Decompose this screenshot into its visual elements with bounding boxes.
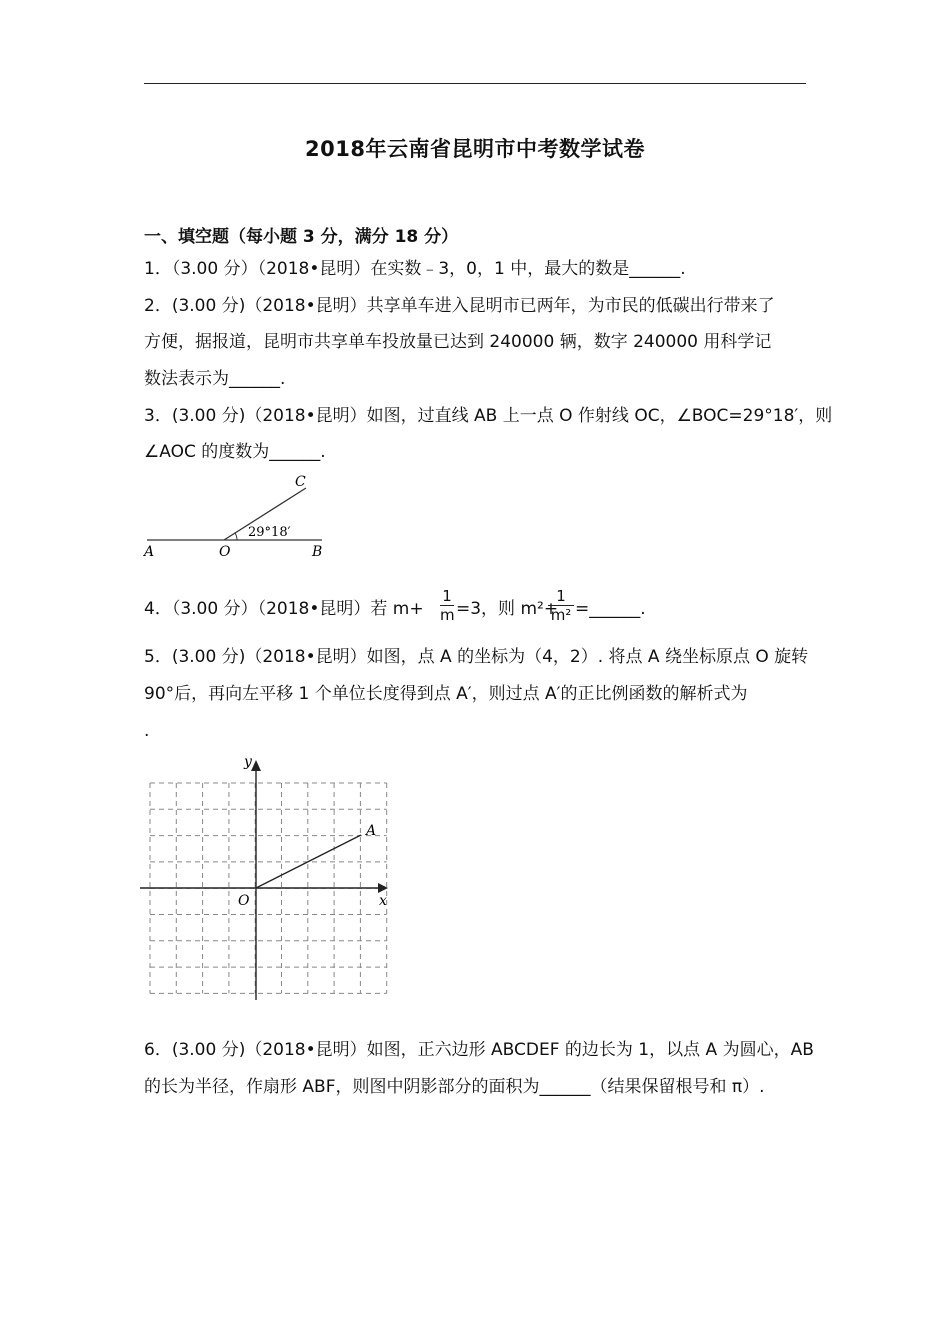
question-6-line-2: 的长为半径，作扇形 ABF，则图中阴影部分的面积为______（结果保留根号和 π）. xyxy=(144,1077,765,1097)
label-b: B xyxy=(312,544,323,560)
q4-suffix: =______. xyxy=(575,599,646,619)
fraction-1-over-m-squared xyxy=(548,588,574,623)
page-title: 2018年云南省昆明市中考数学试卷 xyxy=(305,137,645,161)
question-3-line-2: ∠AOC 的度数为______. xyxy=(144,442,326,462)
label-c: C xyxy=(295,474,306,490)
coordinate-grid-figure xyxy=(140,752,400,1007)
header-rule xyxy=(144,83,806,84)
label-x: x xyxy=(379,893,387,909)
fraction-1-over-m xyxy=(440,588,454,623)
label-point-a: A xyxy=(366,823,377,839)
frac2-numerator: 1 xyxy=(556,587,566,605)
question-5-line-2: 90°后，再向左平移 1 个单位长度得到点 A′，则过点 A′的正比例函数的解析式为 xyxy=(144,684,748,704)
label-y: y xyxy=(244,754,252,770)
frac2-denominator: m² xyxy=(550,606,572,624)
label-origin: O xyxy=(238,893,250,909)
q4-mid: =3，则 m²+ xyxy=(456,599,559,619)
question-1-line-1: 1．（3.00 分）（2018•昆明）在实数﹣3，0，1 中，最大的数是______. xyxy=(144,259,686,279)
frac1-numerator: 1 xyxy=(442,587,452,605)
question-3-line-1: 3．(3.00 分)（2018•昆明）如图，过直线 AB 上一点 O 作射线 OC，∠BOC=29°18′，则 xyxy=(144,406,833,426)
question-2-line-2: 方便，据报道，昆明市共享单车投放量已达到 240000 辆，数字 240000 用科学记 xyxy=(144,332,772,352)
question-6-line-1: 6．(3.00 分)（2018•昆明）如图，正六边形 ABCDEF 的边长为 1，以点 A 为圆心，AB xyxy=(144,1040,814,1060)
question-2-line-3: 数法表示为______. xyxy=(144,369,286,389)
label-o: O xyxy=(219,544,231,560)
y-axis-arrow xyxy=(251,760,261,771)
q4-prefix: 4．（3.00 分）（2018•昆明）若 m+ xyxy=(144,599,424,619)
angle-arc xyxy=(235,533,237,540)
section-heading: 一、填空题（每小题 3 分，满分 18 分） xyxy=(144,227,459,247)
question-5-line-3: . xyxy=(144,721,150,741)
angle-label: 29°18′ xyxy=(248,525,291,540)
label-a: A xyxy=(144,544,155,560)
question-2-line-1: 2．(3.00 分)（2018•昆明）共享单车进入昆明市已两年，为市民的低碳出行带来了 xyxy=(144,296,775,316)
question-5-line-1: 5．(3.00 分)（2018•昆明）如图，点 A 的坐标为（4，2）. 将点 A 绕坐标原点 O 旋转 xyxy=(144,647,809,667)
angle-figure xyxy=(140,470,340,562)
frac1-denominator: m xyxy=(440,606,455,624)
